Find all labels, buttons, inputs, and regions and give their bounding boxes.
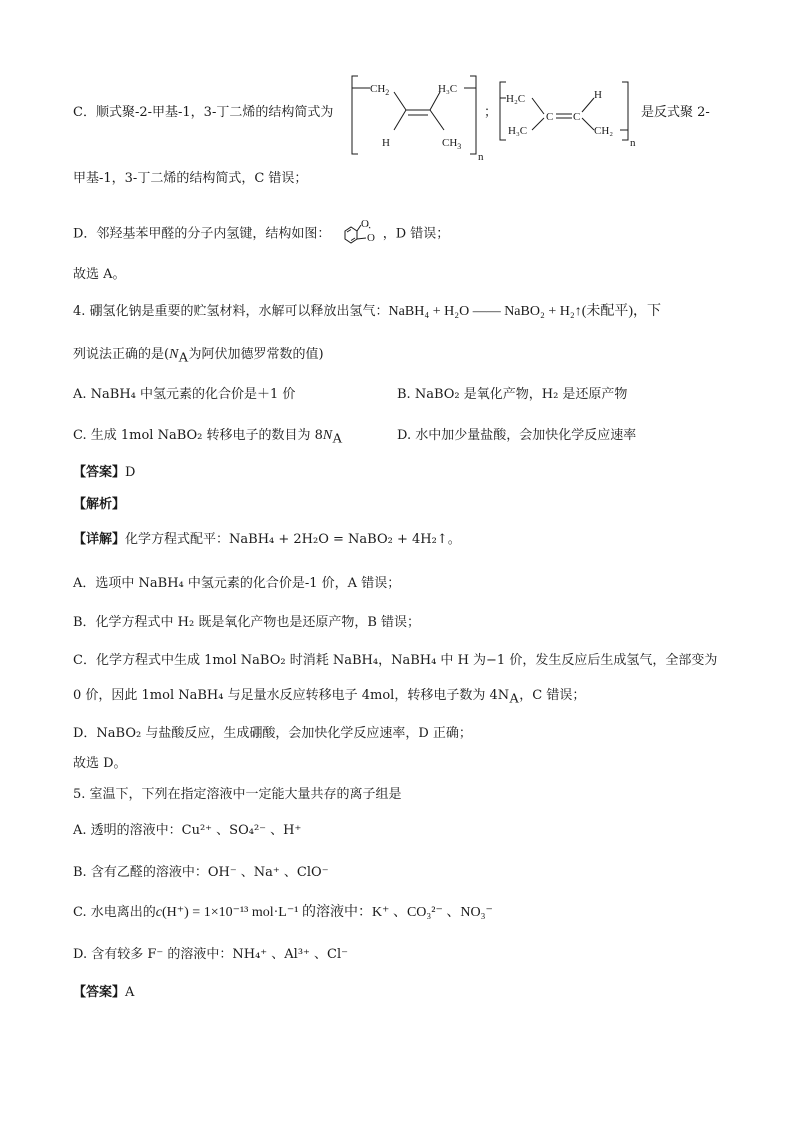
- q5-option-c-concentration: c: [155, 905, 162, 920]
- q5-answer: [73, 984, 134, 1002]
- trans-polymer-structure: [496, 76, 641, 148]
- q4-explain-c-na-sub: A: [509, 691, 520, 707]
- q5-option-c-expression: (H⁺) = 1×10⁻¹³ mol·L⁻¹ 的溶液中：K⁺ 、CO₃²⁻ 、NO₃⁻: [161, 905, 493, 920]
- q4-option-c-text: C. 生成 1mol NaBO₂ 转移电子的数目为 8: [73, 428, 323, 443]
- q4-option-c-na-sub: A: [332, 431, 343, 447]
- answer-label: 【答案】: [73, 465, 126, 480]
- q4-detail: [73, 531, 461, 549]
- detail-intro: 化学方程式配平：NaBH₄ + 2H₂O = NaBO₂ + 4H₂↑。: [125, 532, 461, 547]
- q4-equation-unbalanced: NaBH₄ + H₂O —— NaBO₂ + H₂↑(未配平)，下: [388, 304, 662, 319]
- q4-explain-c-line2-text: 0 价，因此 1mol NaBH₄ 与足量水反应转移电子 4mol，转移电子数为 4N: [73, 688, 510, 703]
- trans-n-label: n: [630, 137, 636, 148]
- q3-option-c-line1: [73, 104, 333, 122]
- q4-explain-c-line1: C．化学方程式中生成 1mol NaBO₂ 时消耗 NaBH₄，NaBH₄ 中 H 为−1 价，发生反应后生成氢气，全部变为: [73, 653, 718, 668]
- svg-text:O: O: [366, 232, 375, 244]
- q5-option-c-text: C. 水电离出的: [73, 905, 156, 920]
- q4-stem-line1: [73, 303, 661, 321]
- q4-explain-d: D．NaBO₂ 与盐酸反应，生成硼酸，会加快化学反应速率，D 正确；: [73, 726, 472, 741]
- avogadro-subscript: A: [178, 350, 189, 366]
- q5-option-a: A. 透明的溶液中：Cu²⁺ 、SO₄²⁻ 、H⁺: [73, 823, 302, 838]
- q5-option-d: D. 含有较多 F⁻ 的溶液中：NH₄⁺ 、Al³⁺ 、Cl⁻: [73, 947, 349, 962]
- q4-stem-line2: [73, 346, 324, 368]
- q4-option-c: [73, 427, 342, 449]
- q4-stem-line2-end: 为阿伏加德罗常数的值): [188, 347, 324, 362]
- q5-answer-value: A: [125, 985, 135, 1000]
- q4-answer: [73, 464, 135, 482]
- cis-ch3-label: $CH_3$: [442, 137, 462, 151]
- svg-text:O: O: [360, 219, 369, 230]
- q3-option-d-line: [73, 219, 449, 249]
- q4-stem-line2-start: 列说法正确的是(: [73, 347, 170, 362]
- q4-option-c-na: N: [322, 428, 333, 443]
- answer-value: D: [125, 465, 136, 480]
- q3-structure-separator: ；: [484, 105, 498, 120]
- detail-label: 【详解】: [73, 532, 126, 547]
- trans-h-label: H: [594, 89, 602, 101]
- trans-right-bracket: [622, 82, 628, 140]
- q4-explain-a: A．选项中 NaBH₄ 中氢元素的化合价是-1 价，A 错误；: [73, 576, 401, 591]
- trans-c2-label: C: [573, 111, 581, 123]
- q4-stem-prefix: 4. 硼氢化钠是重要的贮氢材料，水解可以释放出氢气：: [73, 304, 389, 319]
- salicylaldehyde-hbond-structure: [337, 219, 377, 249]
- q5-option-c: [73, 904, 493, 922]
- analysis-label: 【解析】: [73, 497, 126, 512]
- q4-option-a: A. NaBH₄ 中氢元素的化合价是＋1 价: [73, 387, 296, 402]
- avogadro-symbol: N: [169, 347, 179, 362]
- q4-option-d: D. 水中加少量盐酸，会加快化学反应速率: [397, 428, 637, 443]
- q3-conclusion: 故选 A。: [73, 267, 126, 282]
- q4-conclusion: 故选 D。: [73, 756, 127, 771]
- q4-explain-b: B．化学方程式中 H₂ 既是氧化产物也是还原产物，B 错误；: [73, 615, 421, 630]
- trans-ch2-label: CH₂: [594, 125, 614, 137]
- cis-ch2-label: $CH_2$: [370, 83, 390, 97]
- cis-polymer-structure: [344, 66, 484, 162]
- cis-h3c-label: H₃C: [438, 83, 458, 95]
- q4-explain-c-line2-end: ，C 错误；: [519, 688, 586, 703]
- q3-option-d-prefix: D．邻羟基苯甲醛的分子内氢键，结构如图：: [73, 226, 331, 242]
- q4-option-b: B. NaBO₂ 是氧化产物，H₂ 是还原产物: [397, 387, 628, 402]
- q3-option-c-suffix: 是反式聚 2-: [641, 105, 710, 120]
- q3-option-c-prefix: C．顺式聚-2-甲基-1，3-丁二烯的结构简式为: [73, 105, 334, 120]
- q3-option-c-line2: 甲基-1，3-丁二烯的结构简式，C 错误；: [73, 171, 308, 186]
- cis-n-label: n: [478, 151, 484, 162]
- q3-option-d-suffix: ，D 错误；: [382, 226, 450, 242]
- trans-h2c-label: H₂C: [506, 93, 526, 105]
- q5-answer-label: 【答案】: [73, 985, 126, 1000]
- q4-analysis-label: [73, 496, 125, 514]
- trans-c1-label: C: [546, 111, 554, 123]
- cis-h-label: H: [382, 137, 390, 149]
- trans-h3c-label: H₃C: [508, 125, 528, 137]
- q4-explain-c-line2: [73, 687, 585, 709]
- q5-stem: 5. 室温下，下列在指定溶液中一定能大量共存的离子组是: [73, 787, 402, 802]
- trans-left-bracket: [500, 82, 506, 140]
- q5-option-b: B. 含有乙醛的溶液中：OH⁻ 、Na⁺ 、ClO⁻: [73, 865, 329, 880]
